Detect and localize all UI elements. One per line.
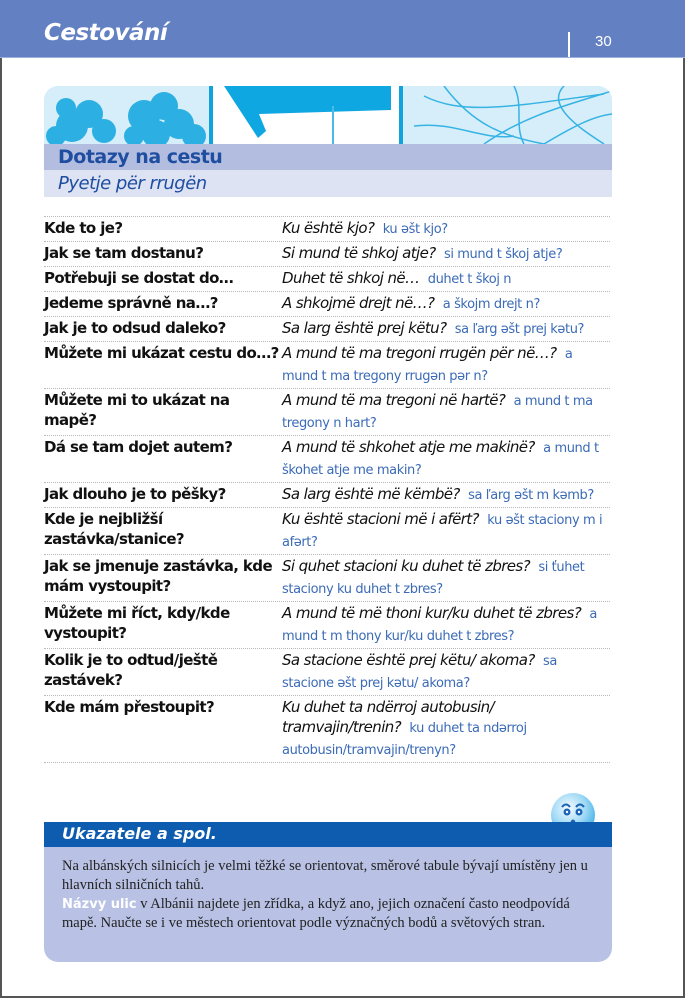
czech-phrase: Můžete mi to ukázat na mapě? (44, 391, 230, 429)
czech-phrase: Potřebuji se dostat do… (44, 269, 234, 287)
translation (282, 437, 610, 481)
section-subtitle-bar (44, 170, 612, 197)
pronunciation: a mund t ma tregony n hart? (282, 394, 593, 431)
albanian-phrase: A shkojmë drejt në…? (282, 294, 435, 312)
albanian-phrase: A mund të shkohet atje me makinë? (282, 438, 535, 456)
czech-phrase: Dá se tam dojet autem? (44, 438, 233, 456)
pronunciation: a škojm drejt n? (442, 297, 540, 312)
translation (282, 243, 610, 265)
section-title-bar (44, 144, 612, 170)
pronunciation: a mund t m thony kur/ku duhet t zbres? (282, 607, 597, 644)
note-title: Ukazatele a spol. (62, 824, 217, 843)
translation (282, 509, 610, 553)
albanian-phrase: Ku është stacioni më i afërt? (282, 510, 479, 528)
phrase-row (44, 291, 610, 316)
pronunciation: ku əšt kjo? (382, 222, 448, 237)
phrase-row (44, 435, 610, 482)
translation (282, 697, 610, 761)
translation (282, 293, 610, 315)
albanian-phrase: Ku është kjo? (282, 219, 375, 237)
phrase-row (44, 216, 610, 241)
pronunciation: duhet t škoj n (427, 272, 512, 287)
czech-phrase: Jak dlouho je to pěšky? (44, 485, 226, 503)
note-highlight: Názvy ulic (62, 897, 137, 912)
phrase-row (44, 695, 610, 763)
czech-phrase: Kde to je? (44, 219, 123, 237)
pronunciation: sa ľarg əšt prej kətu? (454, 322, 585, 337)
czech-phrase: Kolik je to odtud/ještě zastávek? (44, 651, 218, 689)
pronunciation: a mund t ma tregony rrugən pər n? (282, 347, 573, 384)
albanian-phrase: A mund të ma tregoni në hartë? (282, 391, 506, 409)
page-number: 30 (595, 33, 612, 50)
translation (282, 268, 610, 290)
pronunciation: sa ľarg əšt m kəmb? (468, 488, 594, 503)
translation (282, 318, 610, 340)
note-paragraph-2: v Albánii najdete jen zřídka, a když ano, jejich označení často neodpovídá mapě. Naučte se i ve městech orientovat podle význačných bodů a světových stran. (62, 896, 570, 931)
albanian-phrase: Sa larg është më këmbë? (282, 485, 460, 503)
pronunciation: ku əšt staciony m i afərt? (282, 513, 603, 550)
phrase-list (44, 216, 610, 763)
phrase-row (44, 388, 610, 435)
czech-phrase: Jak se tam dostanu? (44, 244, 204, 262)
phrase-row (44, 507, 610, 554)
note-body (44, 847, 612, 962)
translation (282, 650, 610, 694)
translation (282, 390, 610, 434)
czech-phrase: Jak se jmenuje zastávka, kde mám vystoupit? (44, 557, 273, 595)
banner-image (44, 86, 612, 144)
albanian-phrase: Ku duhet ta ndërroj autobusin/ tramvajin/trenin? (282, 698, 494, 736)
phrase-row (44, 316, 610, 341)
note-text (62, 857, 602, 933)
czech-phrase: Kde je nejbližší zastávka/stanice? (44, 510, 185, 548)
czech-phrase: Můžete mi říct, kdy/kde vystoupit? (44, 604, 230, 642)
note-paragraph-1: Na albánských silnicích je velmi těžké se orientovat, směrové tabule bývají umístěny jen u hlavních silničních tahů. (62, 858, 588, 893)
pronunciation: ku duhet ta ndərroj autobusin/tramvajin/trenyn? (282, 721, 527, 758)
phrase-row (44, 482, 610, 507)
phrase-row (44, 241, 610, 266)
section-subtitle: Pyetje për rrugën (58, 173, 207, 194)
phrase-row (44, 554, 610, 601)
chapter-title: Cestování (44, 20, 168, 46)
section-title: Dotazy na cestu (58, 146, 223, 168)
translation (282, 556, 610, 600)
albanian-phrase: Si quhet stacioni ku duhet të zbres? (282, 557, 531, 575)
czech-phrase: Jak je to odsud daleko? (44, 319, 226, 337)
albanian-phrase: A mund të ma tregoni rrugën për në…? (282, 344, 557, 362)
translation (282, 603, 610, 647)
albanian-phrase: A mund të më thoni kur/ku duhet të zbres? (282, 604, 582, 622)
page-header (0, 0, 685, 58)
translation (282, 484, 610, 506)
albanian-phrase: Si mund të shkoj atje? (282, 244, 436, 262)
czech-phrase: Jedeme správně na…? (44, 294, 218, 312)
czech-phrase: Můžete mi ukázat cestu do…? (44, 344, 279, 362)
pronunciation: sa stacione əšt prej kətu/ akoma? (282, 654, 557, 691)
pronunciation: si mund t škoj atje? (443, 247, 563, 262)
note-header (44, 822, 612, 847)
pronunciation: si ťuhet staciony ku duhet t zbres? (282, 560, 585, 597)
albanian-phrase: Sa larg është prej këtu? (282, 319, 447, 337)
phrase-row (44, 266, 610, 291)
phrase-row (44, 341, 610, 388)
albanian-phrase: Sa stacione është prej këtu/ akoma? (282, 651, 535, 669)
road-sign-photo-banner (44, 86, 612, 144)
pronunciation: a mund t škohet atje me makin? (282, 441, 599, 478)
czech-phrase: Kde mám přestoupit? (44, 698, 215, 716)
albanian-phrase: Duhet të shkoj në… (282, 269, 420, 287)
phrase-row (44, 601, 610, 648)
translation (282, 218, 610, 240)
header-divider (568, 32, 570, 57)
translation (282, 343, 610, 387)
phrase-row (44, 648, 610, 695)
